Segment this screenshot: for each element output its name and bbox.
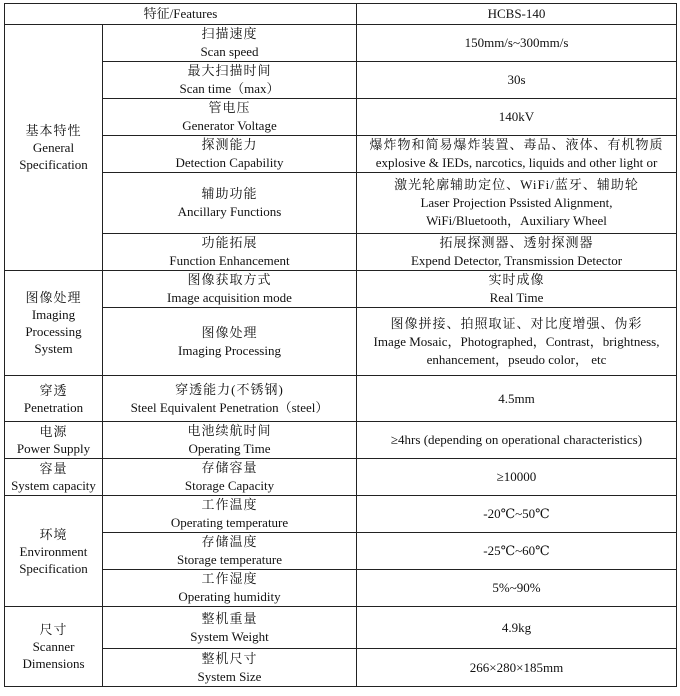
table-row	[5, 533, 677, 570]
value-cell: 爆炸物和简易爆炸装置、毒品、液体、有机物质 explosive & IEDs, narcotics, liquids and other light or	[357, 136, 677, 173]
feature-cell: 辅助功能 Ancillary Functions	[103, 173, 357, 234]
value-cell: 150mm/s~300mm/s	[357, 25, 677, 62]
table-row	[5, 234, 677, 271]
feature-cell: 管电压 Generator Voltage	[103, 99, 357, 136]
feature-cell: 电池续航时间 Operating Time	[103, 422, 357, 459]
table-row	[5, 649, 677, 687]
group-penetration: 穿透 Penetration	[5, 376, 103, 422]
group-capacity: 容量 System capacity	[5, 459, 103, 496]
value-cell: 140kV	[357, 99, 677, 136]
value-cell: 4.5mm	[357, 376, 677, 422]
header-features: 特征/Features	[5, 4, 357, 25]
table-row	[5, 25, 677, 62]
feature-cell: 存储温度 Storage temperature	[103, 533, 357, 570]
table-row	[5, 308, 677, 376]
feature-cell: 存储容量 Storage Capacity	[103, 459, 357, 496]
header-row	[5, 4, 677, 25]
header-model: HCBS-140	[357, 4, 677, 25]
table-row	[5, 607, 677, 649]
table-row	[5, 99, 677, 136]
table-row	[5, 459, 677, 496]
table-row	[5, 570, 677, 607]
group-general: 基本特性 General Specification	[5, 25, 103, 271]
feature-cell: 最大扫描时间 Scan time（max）	[103, 62, 357, 99]
table-row	[5, 173, 677, 234]
feature-cell: 探测能力 Detection Capability	[103, 136, 357, 173]
value-cell: ≥10000	[357, 459, 677, 496]
group-dimensions: 尺寸 Scanner Dimensions	[5, 607, 103, 687]
feature-cell: 整机尺寸 System Size	[103, 649, 357, 687]
value-cell: 4.9kg	[357, 607, 677, 649]
value-cell: -20℃~50℃	[357, 496, 677, 533]
value-cell: 实时成像 Real Time	[357, 271, 677, 308]
value-cell: 266×280×185mm	[357, 649, 677, 687]
feature-cell: 扫描速度 Scan speed	[103, 25, 357, 62]
table-row	[5, 271, 677, 308]
table-row	[5, 496, 677, 533]
value-cell: ≥4hrs (depending on operational characteristics)	[357, 422, 677, 459]
group-power: 电源 Power Supply	[5, 422, 103, 459]
feature-cell: 图像处理 Imaging Processing	[103, 308, 357, 376]
spec-table	[4, 3, 677, 687]
value-cell: 30s	[357, 62, 677, 99]
feature-cell: 工作湿度 Operating humidity	[103, 570, 357, 607]
group-imaging: 图像处理 Imaging Processing System	[5, 271, 103, 376]
table-row	[5, 422, 677, 459]
value-cell: 拓展探测器、透射探测器 Expend Detector, Transmission Detector	[357, 234, 677, 271]
feature-cell: 整机重量 System Weight	[103, 607, 357, 649]
table-row	[5, 62, 677, 99]
value-cell: 5%~90%	[357, 570, 677, 607]
feature-cell: 穿透能力(不锈钢) Steel Equivalent Penetration（steel）	[103, 376, 357, 422]
table-row	[5, 136, 677, 173]
feature-cell: 图像获取方式 Image acquisition mode	[103, 271, 357, 308]
value-cell: 激光轮廓辅助定位、WiFi/蓝牙、辅助轮 Laser Projection Pssisted Alignment, WiFi/Bluetooth，Auxiliary Wheel	[357, 173, 677, 234]
table-row	[5, 376, 677, 422]
value-cell: -25℃~60℃	[357, 533, 677, 570]
value-cell: 图像拼接、拍照取证、对比度增强、伪彩 Image Mosaic，Photographed，Contrast，brightness, enhancement，pseudo color， etc	[357, 308, 677, 376]
feature-cell: 工作温度 Operating temperature	[103, 496, 357, 533]
feature-cell: 功能拓展 Function Enhancement	[103, 234, 357, 271]
group-environment: 环境 Environment Specification	[5, 496, 103, 607]
